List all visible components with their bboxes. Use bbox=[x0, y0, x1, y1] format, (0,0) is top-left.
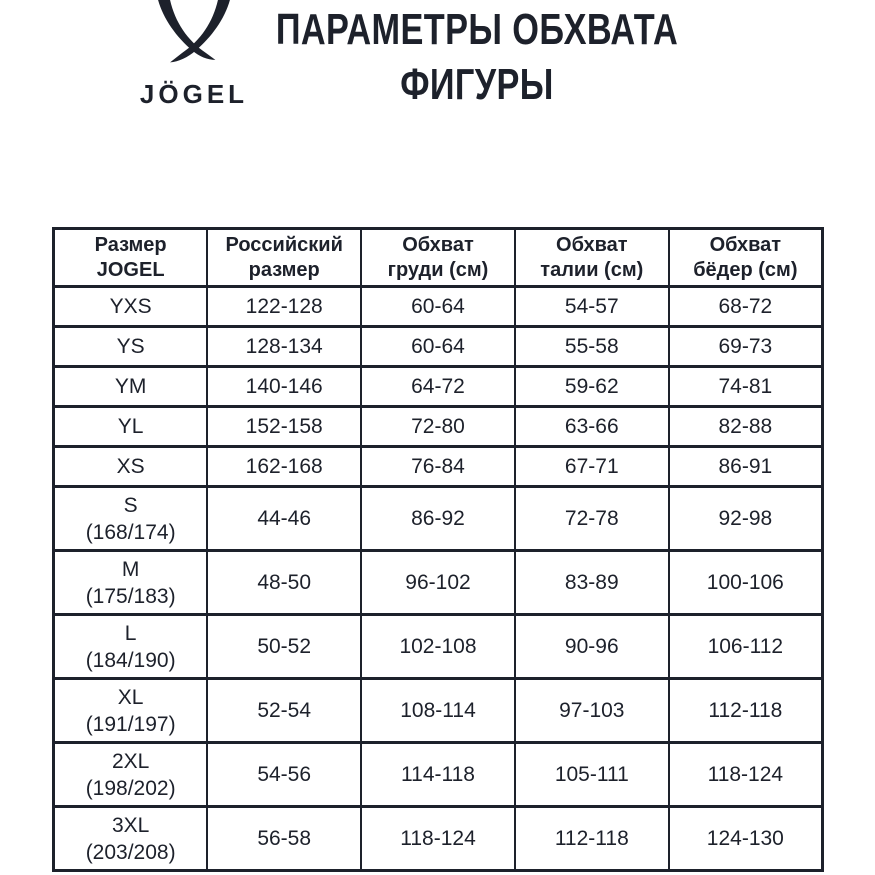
cell-russian-size: 122-128 bbox=[207, 287, 361, 327]
size-label: XS bbox=[116, 455, 145, 478]
cell-hips: 68-72 bbox=[669, 287, 823, 327]
cell-russian-size: 50-52 bbox=[207, 615, 361, 679]
size-label: L bbox=[124, 621, 137, 645]
cell-size bbox=[54, 615, 208, 679]
cell-size bbox=[54, 407, 208, 447]
col-header-russian-size bbox=[207, 229, 361, 287]
table-row-xl bbox=[54, 679, 823, 743]
cell-size bbox=[54, 743, 208, 807]
col-header-line: размер bbox=[248, 258, 320, 281]
cell-size bbox=[54, 807, 208, 871]
cell-hips: 124-130 bbox=[669, 807, 823, 871]
table-row-2xl bbox=[54, 743, 823, 807]
page-title-line1: ПАРАМЕТРЫ ОБХВАТА bbox=[275, 5, 679, 54]
cell-chest: 86-92 bbox=[361, 487, 515, 551]
col-header-line: талии (см) bbox=[540, 258, 644, 281]
cell-russian-size: 140-146 bbox=[207, 367, 361, 407]
cell-waist: 54-57 bbox=[515, 287, 669, 327]
col-header-line: Размер bbox=[94, 233, 167, 256]
cell-chest: 60-64 bbox=[361, 327, 515, 367]
cell-hips: 118-124 bbox=[669, 743, 823, 807]
cell-hips: 69-73 bbox=[669, 327, 823, 367]
cell-hips: 82-88 bbox=[669, 407, 823, 447]
size-label: 2XL bbox=[111, 749, 150, 773]
cell-size bbox=[54, 679, 208, 743]
cell-chest: 96-102 bbox=[361, 551, 515, 615]
cell-chest: 114-118 bbox=[361, 743, 515, 807]
col-header-chest bbox=[361, 229, 515, 287]
cell-hips: 92-98 bbox=[669, 487, 823, 551]
cell-waist: 63-66 bbox=[515, 407, 669, 447]
table-row-l bbox=[54, 615, 823, 679]
cell-russian-size: 128-134 bbox=[207, 327, 361, 367]
cell-size bbox=[54, 447, 208, 487]
table-header-row bbox=[54, 229, 823, 287]
cell-waist: 72-78 bbox=[515, 487, 669, 551]
cell-size bbox=[54, 487, 208, 551]
col-header-line: Обхват bbox=[556, 233, 628, 256]
size-height-range: (184/190) bbox=[85, 648, 176, 672]
cell-size bbox=[54, 551, 208, 615]
table-row-ys bbox=[54, 327, 823, 367]
cell-chest: 64-72 bbox=[361, 367, 515, 407]
cell-chest: 108-114 bbox=[361, 679, 515, 743]
col-header-jogel-size bbox=[54, 229, 208, 287]
col-header-line: JOGEL bbox=[96, 258, 165, 281]
cell-waist: 83-89 bbox=[515, 551, 669, 615]
page-title-line2: ФИГУРЫ bbox=[400, 60, 554, 109]
cell-hips: 106-112 bbox=[669, 615, 823, 679]
cell-size bbox=[54, 327, 208, 367]
size-label: 3XL bbox=[111, 813, 150, 837]
table-row-yxs bbox=[54, 287, 823, 327]
col-header-line: Обхват bbox=[709, 233, 782, 256]
cell-waist: 59-62 bbox=[515, 367, 669, 407]
table-row-3xl bbox=[54, 807, 823, 871]
size-height-range: (168/174) bbox=[85, 520, 176, 544]
cell-russian-size: 152-158 bbox=[207, 407, 361, 447]
col-header-waist bbox=[515, 229, 669, 287]
cell-chest: 72-80 bbox=[361, 407, 515, 447]
size-height-range: (198/202) bbox=[85, 776, 176, 800]
col-header-line: груди (см) bbox=[387, 258, 489, 281]
size-label: YL bbox=[117, 415, 144, 438]
cell-chest: 60-64 bbox=[361, 287, 515, 327]
size-label: XL bbox=[117, 685, 144, 709]
cell-chest: 118-124 bbox=[361, 807, 515, 871]
size-height-range: (203/208) bbox=[85, 840, 176, 864]
col-header-hips bbox=[669, 229, 823, 287]
size-label: YXS bbox=[109, 295, 152, 318]
cell-russian-size: 44-46 bbox=[207, 487, 361, 551]
size-label: YM bbox=[114, 375, 147, 398]
cell-waist: 67-71 bbox=[515, 447, 669, 487]
page-title bbox=[219, 2, 735, 112]
cell-russian-size: 56-58 bbox=[207, 807, 361, 871]
size-label: S bbox=[123, 493, 138, 517]
cell-hips: 112-118 bbox=[669, 679, 823, 743]
size-height-range: (175/183) bbox=[85, 584, 176, 608]
cell-russian-size: 162-168 bbox=[207, 447, 361, 487]
table-row-yl bbox=[54, 407, 823, 447]
cell-hips: 74-81 bbox=[669, 367, 823, 407]
cell-waist: 105-111 bbox=[515, 743, 669, 807]
col-header-line: бёдер (см) bbox=[693, 258, 798, 281]
size-label: YS bbox=[116, 335, 145, 358]
cell-hips: 100-106 bbox=[669, 551, 823, 615]
cell-chest: 102-108 bbox=[361, 615, 515, 679]
size-label: M bbox=[121, 557, 140, 581]
table-row-ym bbox=[54, 367, 823, 407]
size-height-range: (191/197) bbox=[85, 712, 176, 736]
cell-waist: 90-96 bbox=[515, 615, 669, 679]
cell-russian-size: 52-54 bbox=[207, 679, 361, 743]
cell-hips: 86-91 bbox=[669, 447, 823, 487]
cell-waist: 112-118 bbox=[515, 807, 669, 871]
table-row-m bbox=[54, 551, 823, 615]
cell-size bbox=[54, 287, 208, 327]
table-row-xs bbox=[54, 447, 823, 487]
size-table bbox=[52, 227, 824, 872]
cell-russian-size: 48-50 bbox=[207, 551, 361, 615]
col-header-line: Обхват bbox=[402, 233, 474, 256]
cell-russian-size: 54-56 bbox=[207, 743, 361, 807]
table-row-s bbox=[54, 487, 823, 551]
cell-chest: 76-84 bbox=[361, 447, 515, 487]
col-header-line: Российский bbox=[225, 233, 343, 256]
jogel-wordmark: JÖGEL bbox=[139, 79, 249, 109]
cell-waist: 97-103 bbox=[515, 679, 669, 743]
cell-waist: 55-58 bbox=[515, 327, 669, 367]
cell-size bbox=[54, 367, 208, 407]
